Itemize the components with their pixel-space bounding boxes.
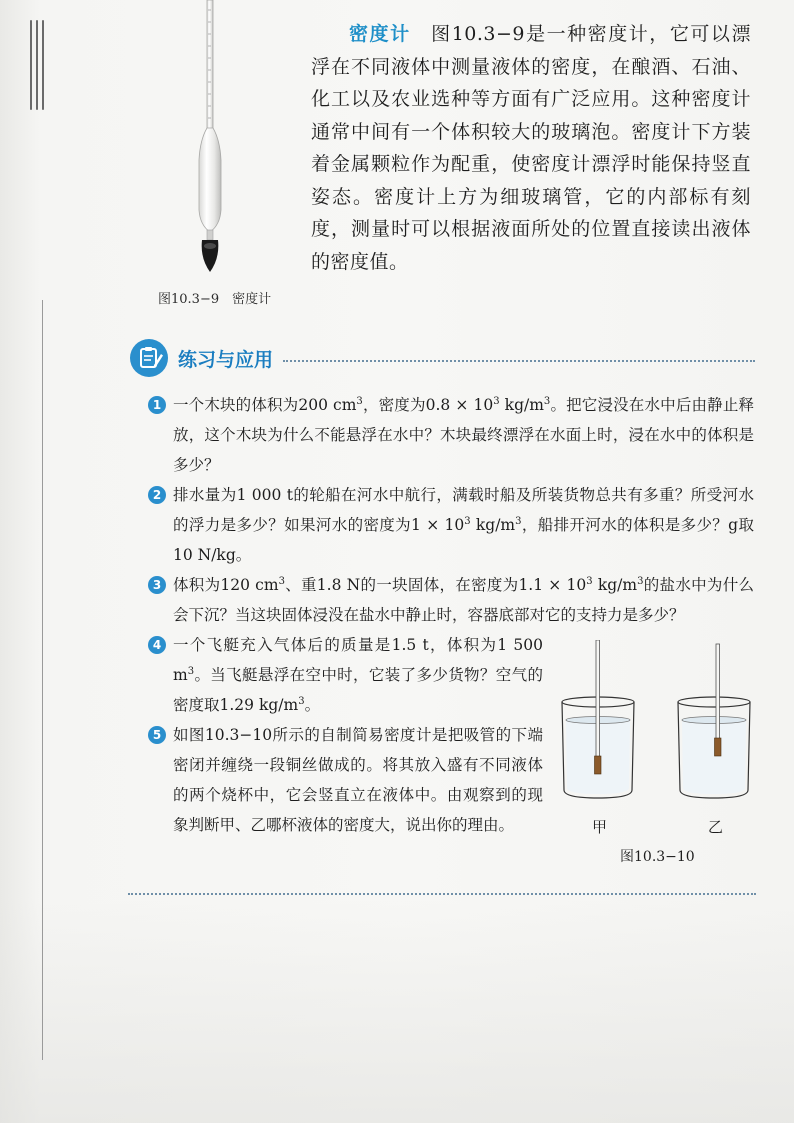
beaker-label-right: 乙 [708, 818, 724, 836]
problem-number: 4 [148, 636, 166, 654]
hydrometer-bulb [199, 128, 221, 232]
problem-number: 3 [148, 576, 166, 594]
problem-number: 1 [148, 396, 166, 414]
beaker-right [678, 644, 750, 798]
hydrometer-illustration [180, 0, 240, 280]
binding-marks [30, 20, 44, 110]
hydrometer-stem [207, 0, 213, 130]
bottom-divider [128, 893, 756, 895]
problem-2: 2 排水量为1 000 t的轮船在河水中航行，满载时船及所装货物总共有多重？所受河水的浮力是多少？如果河水的密度为$1 \times 10^3$ $kg/m^3$，船排开河水的体积是多少？g取10 N/kg。 [148, 480, 754, 570]
problem-5: 5 如图10.3−10所示的自制简易密度计是把吸管的下端密闭并缠绕一段铜丝做成的。将其放入盛有不同液体的两个烧杯中，它会竖直立在液体中。由观察到的现象判断甲、乙哪杯液体的密度大，说出你的理由。 [148, 720, 543, 840]
beakers-figure [556, 640, 756, 870]
intro-paragraph [311, 18, 751, 278]
intro-text: 图10.3−9是一种密度计，它可以漂浮在不同液体中测量液体的密度，在酿酒、石油、化工以及农业选种等方面有广泛应用。这种密度计通常中间有一个体积较大的玻璃泡。密度计下方装着金属颗粒作为配重，使密度计漂浮时能保持竖直姿态。密度计上方为细玻璃管，它的内部标有刻度，测量时可以根据液面所处的位置直接读出液体的密度值。 [311, 23, 751, 273]
figure-caption-2: 图10.3−10 [620, 849, 695, 865]
section-divider [283, 360, 755, 362]
section-title: 练习与应用 [178, 348, 274, 371]
figure-caption: 图10.3−9 密度计 [158, 292, 272, 307]
problem-4: 4 一个飞艇充入气体后的质量是1.5 t，体积为1 500 $m^3$。当飞艇悬浮在空中时，它装了多少货物？空气的密度取1.29 $kg/m^3$。 [148, 630, 543, 720]
margin-line [42, 300, 43, 1060]
beaker-label-left: 甲 [592, 818, 608, 836]
beaker-left [562, 640, 634, 798]
clipboard-pencil-icon [130, 339, 168, 377]
problem-number: 2 [148, 486, 166, 504]
section-heading [130, 338, 755, 378]
problem-3: 3 体积为120 $cm^3$、重1.8 N的一块固体，在密度为$1.1 \times 10^3$ $kg/m^3$的盐水中为什么会下沉？当这块固体浸没在盐水中静止时，容器底部对它的支持力是多少？ [148, 570, 754, 630]
problem-number: 5 [148, 726, 166, 744]
term-highlight: 密度计 [349, 23, 411, 45]
page-shadow [0, 900, 794, 1123]
problem-1: 1 一个木块的体积为200 $cm^3$，密度为$0.8 \times 10^3$ $kg/m^3$。把它浸没在水中后由静止释放，这个木块为什么不能悬浮在水中？木块最终漂浮在水面上时，浸在水中的体积是多少？ [148, 390, 754, 480]
beakers-illustration [556, 640, 756, 815]
